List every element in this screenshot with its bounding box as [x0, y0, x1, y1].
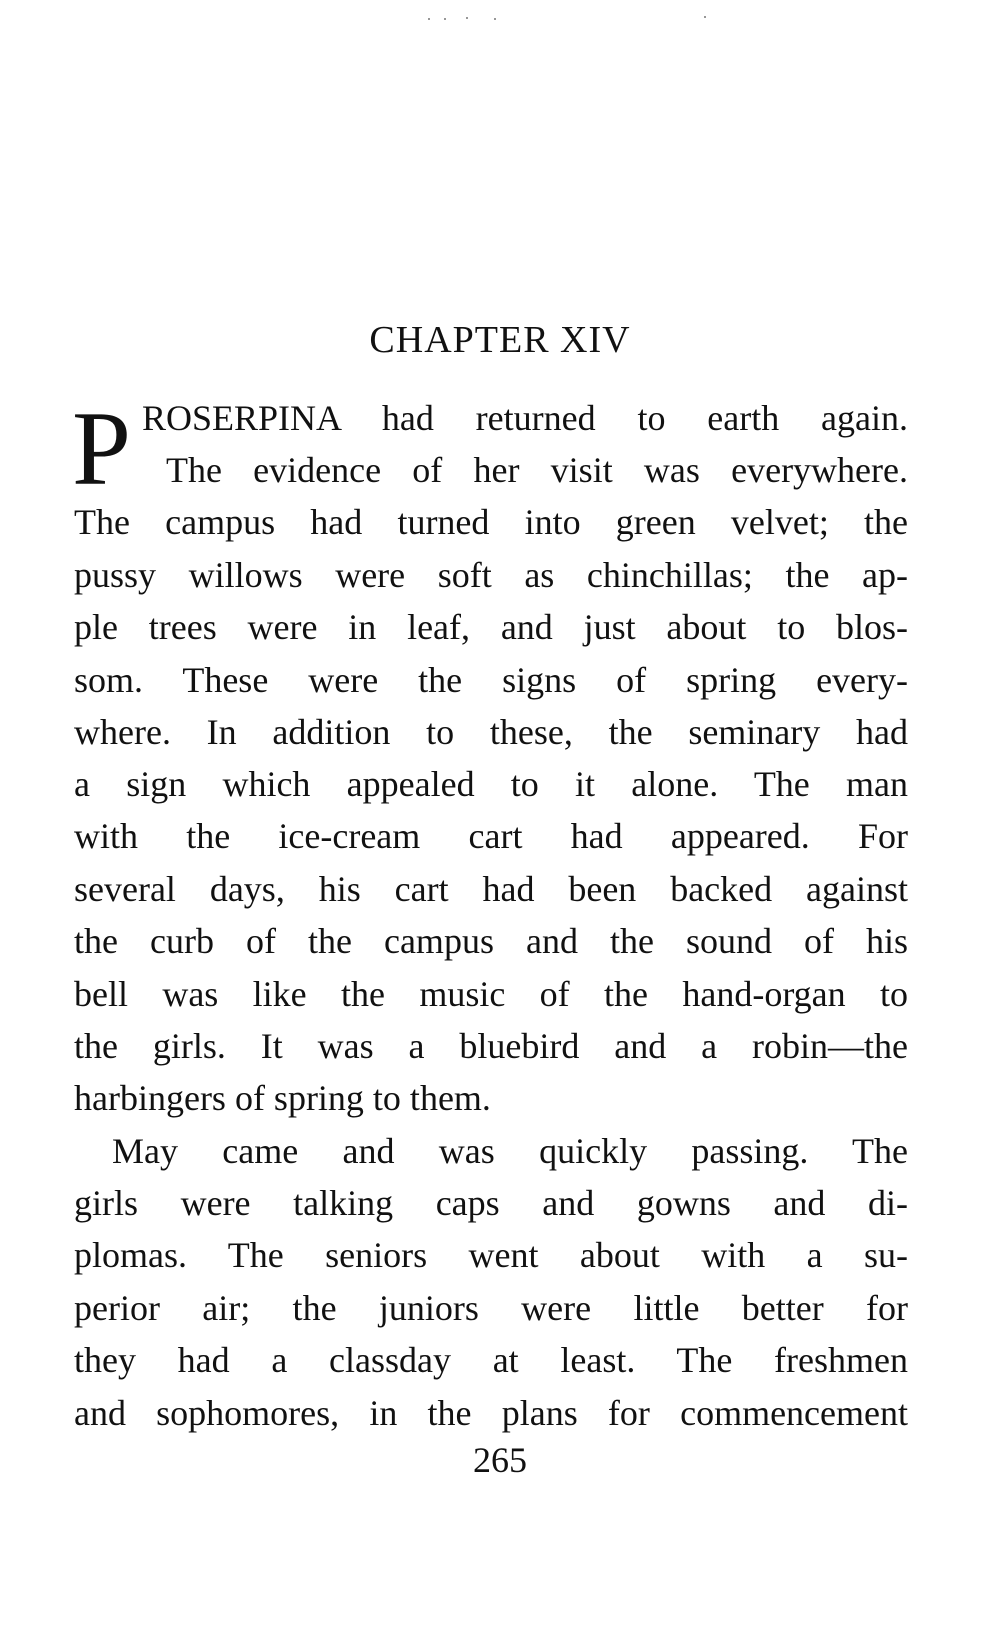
text-line: May came and was quickly passing. The — [112, 1131, 908, 1171]
scan-speck — [444, 18, 446, 20]
text-line: ple trees were in leaf, and just about to blos- — [74, 607, 908, 647]
scan-speck — [466, 17, 468, 19]
text-line: bell was like the music of the hand-organ to — [74, 974, 908, 1014]
scan-speck — [428, 18, 430, 20]
text-line: The campus had turned into green velvet; the — [74, 502, 908, 542]
text-line: they had a classday at least. The freshmen — [74, 1340, 908, 1380]
text-line: the girls. It was a bluebird and a robin—the — [74, 1026, 908, 1066]
text-line: with the ice-cream cart had appeared. For — [74, 816, 908, 856]
text-line: perior air; the juniors were little better for — [74, 1288, 908, 1328]
scan-speck — [704, 16, 706, 18]
text-line: The evidence of her visit was everywhere. — [166, 450, 908, 490]
text-line: girls were talking caps and gowns and di- — [74, 1183, 908, 1223]
page-number: 265 — [473, 1440, 527, 1480]
text-line: pussy willows were soft as chinchillas; the ap- — [74, 555, 908, 595]
text-line: plomas. The seniors went about with a su- — [74, 1235, 908, 1275]
text-line: where. In addition to these, the seminary had — [74, 712, 908, 752]
drop-cap: P — [72, 390, 131, 507]
scan-speck — [494, 18, 496, 20]
text-line: a sign which appealed to it alone. The man — [74, 764, 908, 804]
text-line: and sophomores, in the plans for commencement — [74, 1393, 908, 1433]
text-line: several days, his cart had been backed against — [74, 869, 908, 909]
text-line: som. These were the signs of spring every- — [74, 660, 908, 700]
text-line: harbingers of spring to them. — [74, 1078, 491, 1118]
text-line: ROSERPINA had returned to earth again. — [142, 398, 908, 438]
text-line: the curb of the campus and the sound of his — [74, 921, 908, 961]
chapter-heading: CHAPTER XIV — [369, 319, 631, 361]
